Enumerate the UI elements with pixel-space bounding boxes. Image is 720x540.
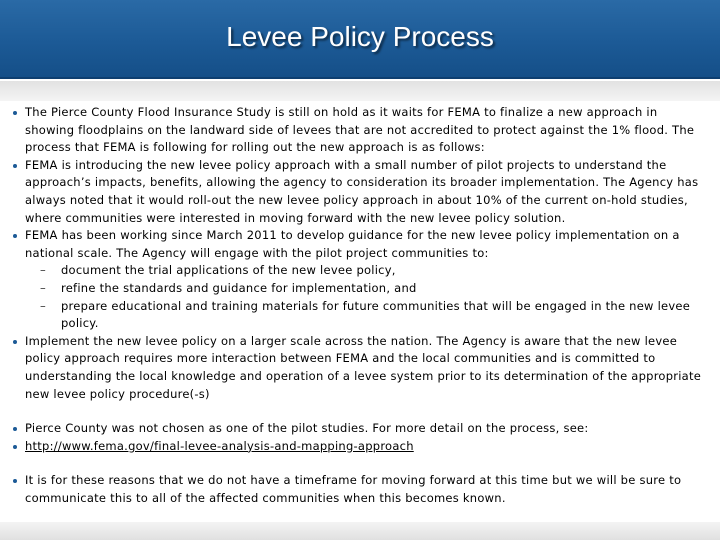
bullet-dot-icon [13, 234, 17, 238]
dash-icon: – [40, 280, 46, 295]
header-band [0, 81, 720, 101]
bullet-item [12, 157, 710, 227]
dash-icon: – [40, 298, 46, 313]
sub-item-text: document the trial applications of the new levee policy, [61, 263, 396, 278]
bullet-dot-icon [13, 445, 17, 449]
slide-body [12, 104, 710, 507]
bullet-text: The Pierce County Flood Insurance Study is still on hold as it waits for FEMA to finalize a new approach in showing floodplains on the landward side of levees that are not accredited to protect against the 1% flood. The process that FEMA is following for rolling out the new approach is as follows: [25, 105, 695, 155]
bullet-dot-icon [13, 111, 17, 115]
sub-item [12, 280, 710, 298]
bullet-text: FEMA is introducing the new levee policy approach with a small number of pilot projects to understand the approach’s impacts, benefits, allowing the agency to consideration its broader implementation. The Agency has always noted that it would roll-out the new levee policy approach in about 10% of the current on-hold studies, where communities were interested in moving forward with the new levee policy solution. [25, 157, 699, 225]
sub-item [12, 298, 710, 333]
dash-icon: – [40, 263, 46, 278]
bullet-dot-icon [13, 427, 17, 431]
footer-band [0, 522, 720, 540]
bullet-dot-icon [13, 340, 17, 344]
bullet-item [12, 104, 710, 157]
spacer [12, 455, 710, 472]
bullet-item [12, 438, 710, 456]
bullet-item [12, 472, 710, 507]
fema-link[interactable]: http://www.fema.gov/final-levee-analysis-and-mapping-approach [25, 438, 414, 453]
bullet-dot-icon [13, 164, 17, 168]
bullet-text: Implement the new levee policy on a larger scale across the nation. The Agency is aware that the new levee policy approach requires more interaction between FEMA and the local communities and is committed to understanding the local knowledge and operation of a levee system prior to its determination of the appropriate new levee policy procedure(-s) [25, 333, 702, 401]
bullet-item [12, 227, 710, 262]
sub-item [12, 262, 710, 280]
bullet-text: Pierce County was not chosen as one of the pilot studies. For more detail on the process, see: [25, 421, 589, 436]
sub-item-text: prepare educational and training materials for future communities that will be engaged in the new levee policy. [61, 298, 691, 331]
bullet-text: FEMA has been working since March 2011 to develop guidance for the new levee policy implementation on a national scale. The Agency will engage with the pilot project communities to: [25, 228, 680, 260]
slide-title: Levee Policy Process [226, 21, 494, 52]
spacer [12, 403, 710, 420]
sub-item-text: refine the standards and guidance for implementation, and [61, 280, 417, 295]
bullet-item [12, 333, 710, 403]
bullet-text: It is for these reasons that we do not have a timeframe for moving forward at this time but we will be sure to communicate this to all of the affected communities when this becomes known. [25, 473, 682, 505]
title-bar [0, 0, 720, 79]
bullet-dot-icon [13, 479, 17, 483]
bullet-item [12, 420, 710, 438]
